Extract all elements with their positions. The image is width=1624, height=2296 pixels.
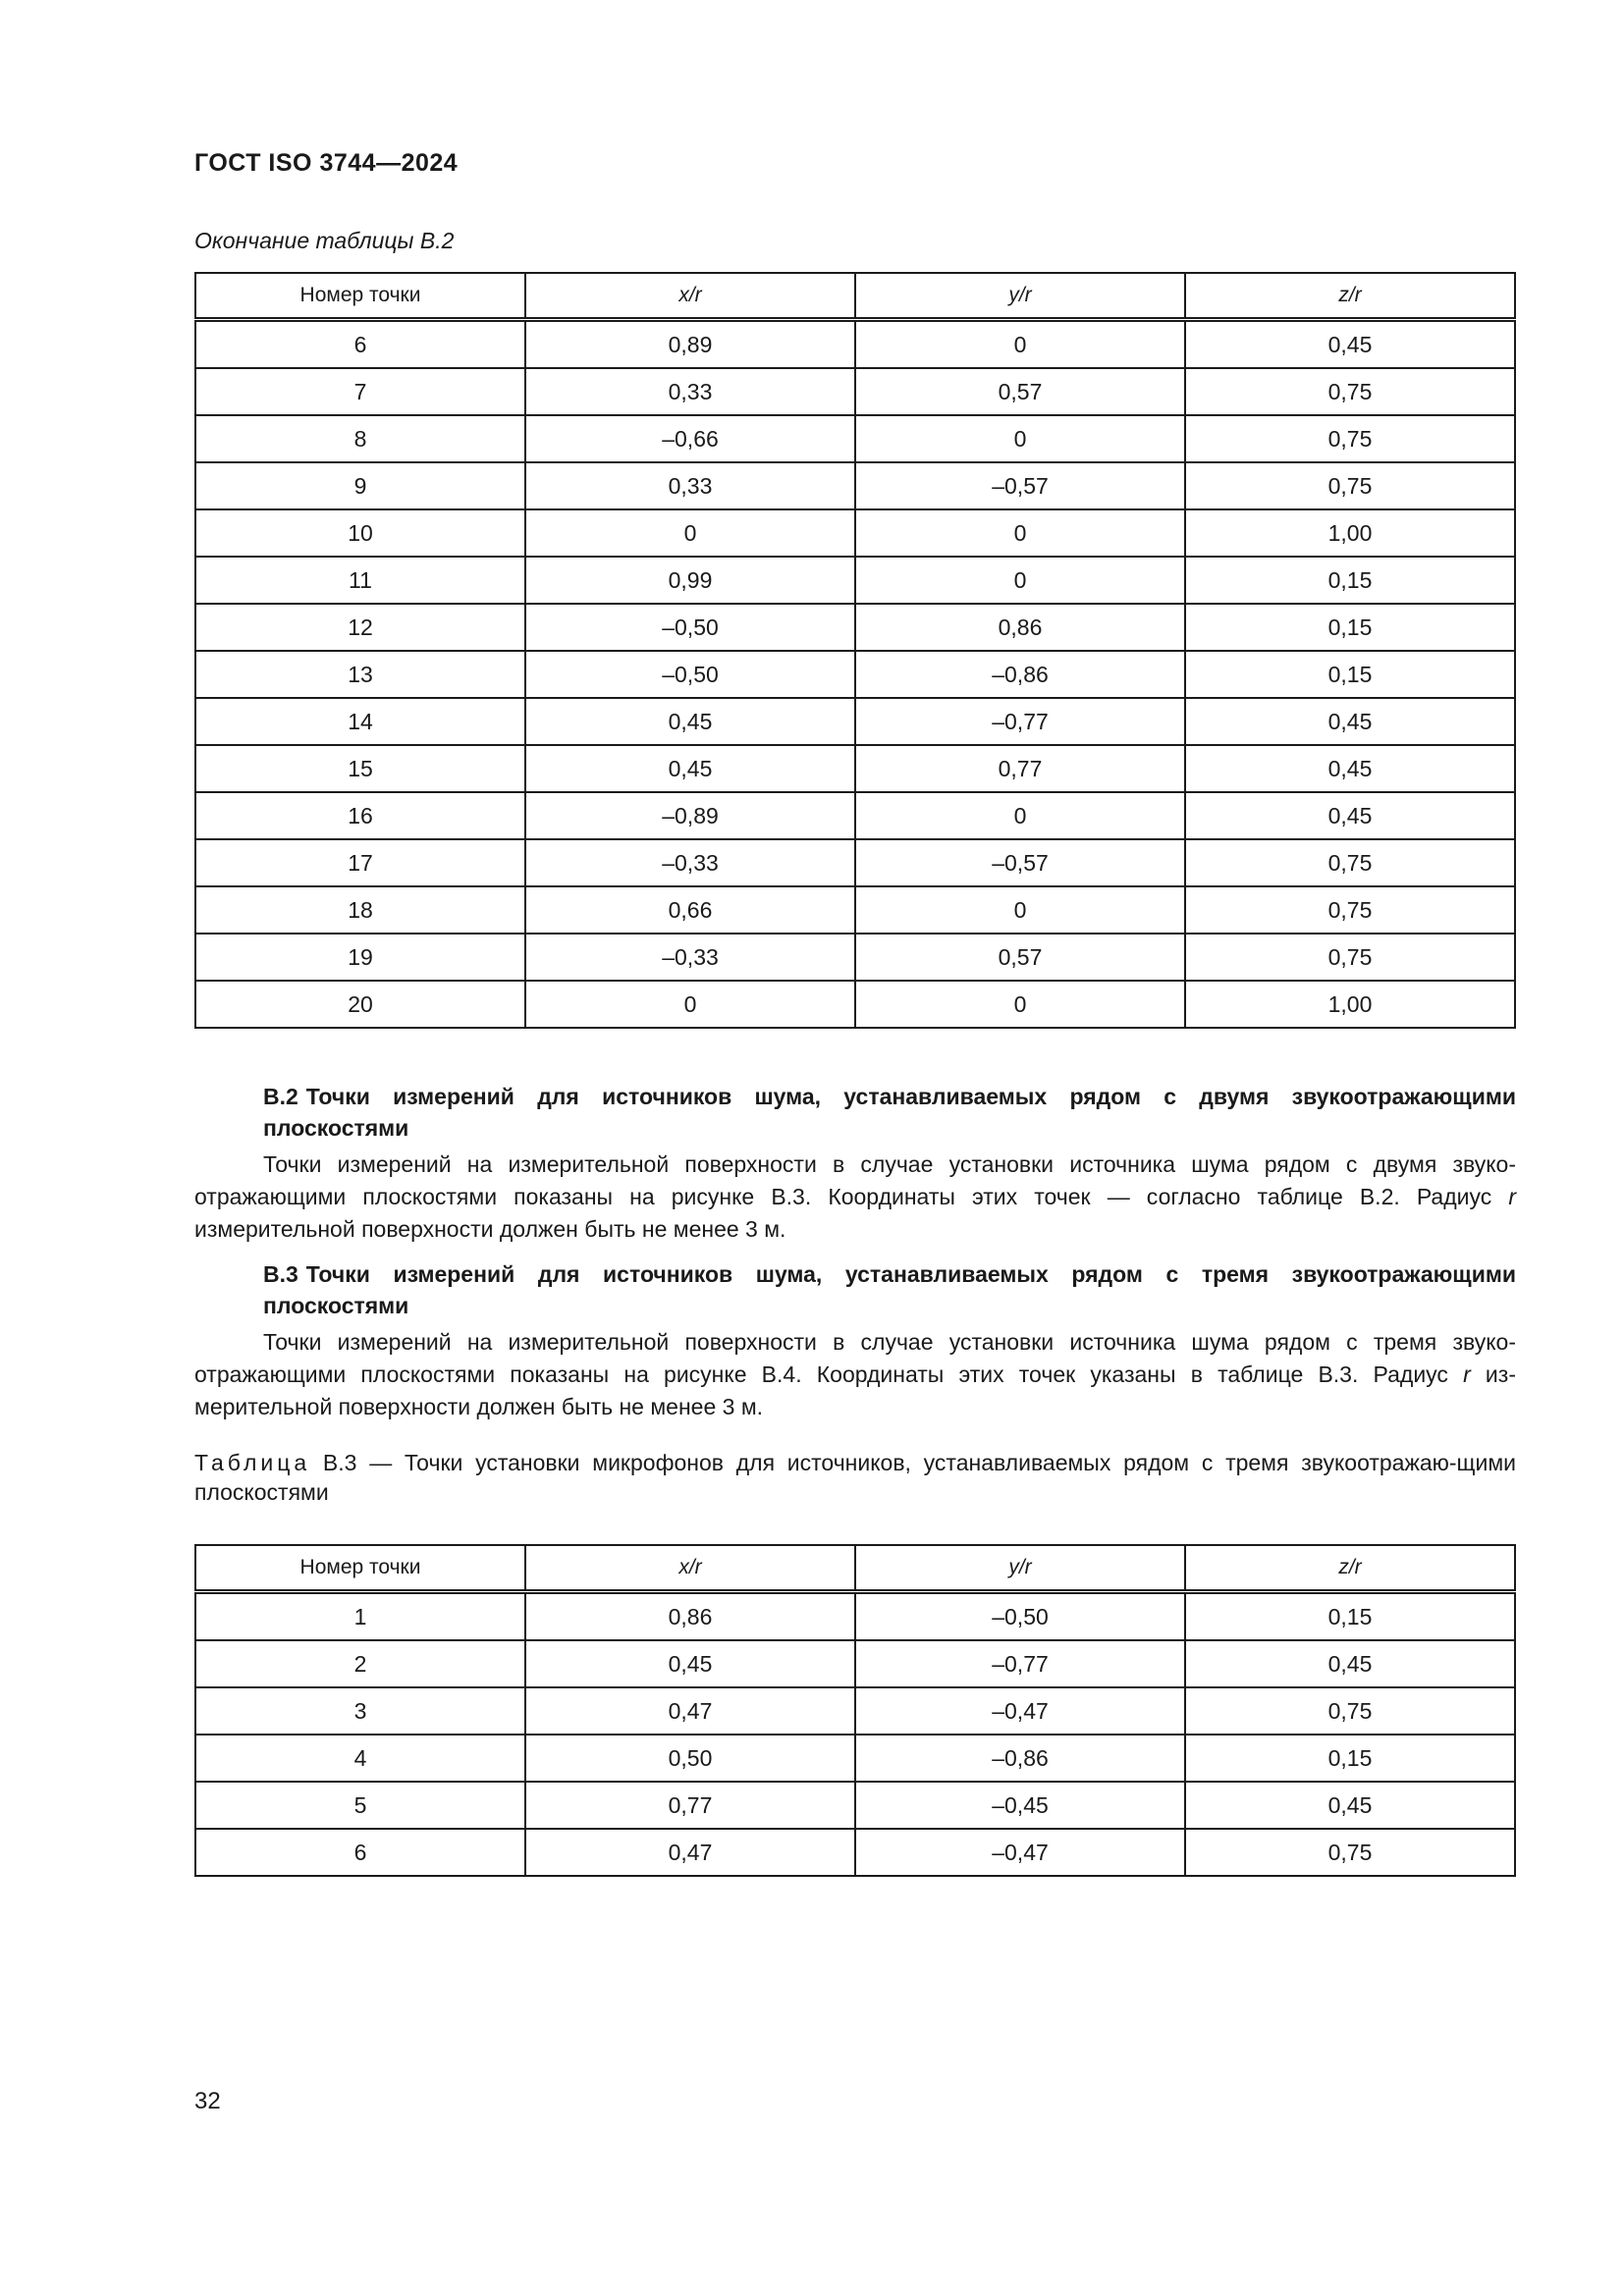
table-cell: –0,57	[855, 839, 1185, 886]
table-cell: 0,45	[1185, 792, 1515, 839]
table-cell: 1,00	[1185, 509, 1515, 557]
column-header-x: x/r	[525, 1545, 855, 1592]
radius-variable: r	[1508, 1184, 1516, 1209]
section-b3-paragraph	[194, 1326, 1516, 1423]
column-header-z: z/r	[1185, 1545, 1515, 1592]
table-cell: 8	[195, 415, 525, 462]
table-cell: 0,75	[1185, 934, 1515, 981]
table-cell: 1,00	[1185, 981, 1515, 1028]
table-row	[195, 557, 1515, 604]
table-cell: 0,75	[1185, 368, 1515, 415]
table-cell: –0,86	[855, 651, 1185, 698]
table-cell: 0,75	[1185, 886, 1515, 934]
section-title-text: Точки измерений для источников шума, устанавливаемых рядом с тремя звукоотражающими плоскостями	[263, 1261, 1516, 1318]
column-header-point: Номер точки	[195, 273, 525, 320]
table-cell: 0,66	[525, 886, 855, 934]
table-row	[195, 745, 1515, 792]
table-cell: 18	[195, 886, 525, 934]
table-cell: 0,15	[1185, 604, 1515, 651]
table-cell: –0,89	[525, 792, 855, 839]
coordinates-table-b2	[194, 272, 1516, 1029]
table-cell: 0,50	[525, 1735, 855, 1782]
table-row	[195, 1592, 1515, 1641]
table-row	[195, 1687, 1515, 1735]
table-cell: 16	[195, 792, 525, 839]
table-cell: 15	[195, 745, 525, 792]
table-cell: 6	[195, 320, 525, 369]
table-row	[195, 415, 1515, 462]
section-b2-paragraph	[194, 1148, 1516, 1246]
table-cell: 0,45	[525, 1640, 855, 1687]
table-cell: 0,15	[1185, 557, 1515, 604]
table-cell: 14	[195, 698, 525, 745]
table-cell: –0,47	[855, 1829, 1185, 1876]
table-row	[195, 604, 1515, 651]
table-cell: 0,86	[855, 604, 1185, 651]
table-b3-caption	[194, 1448, 1516, 1507]
table-header-row	[195, 273, 1515, 320]
table-cell: 0,45	[1185, 745, 1515, 792]
table-row	[195, 509, 1515, 557]
table-cell: 3	[195, 1687, 525, 1735]
table-cell: 0,33	[525, 462, 855, 509]
table-cell: 9	[195, 462, 525, 509]
table-cell: 11	[195, 557, 525, 604]
table-cell: 4	[195, 1735, 525, 1782]
section-b2-title	[263, 1081, 1516, 1144]
table-cell: 0,75	[1185, 462, 1515, 509]
table-cell: 20	[195, 981, 525, 1028]
table-cell: 10	[195, 509, 525, 557]
table-cell: –0,57	[855, 462, 1185, 509]
table-cell: –0,50	[525, 651, 855, 698]
section-number: B.2	[263, 1084, 298, 1109]
table-cell: 0,47	[525, 1829, 855, 1876]
table-cell: 0	[855, 557, 1185, 604]
section-title-text: Точки измерений для источников шума, устанавливаемых рядом с двумя звукоотражающими плоскостями	[263, 1084, 1516, 1141]
paragraph-text: Точки измерений на измерительной поверхности в случае установки источника шума рядом с двумя звуко-отражающими плоскостями показаны на рисунке B.3. Координаты этих точек — согласно таблице B.2. Радиус	[194, 1151, 1516, 1209]
table-cell: 12	[195, 604, 525, 651]
table-cell: 0	[855, 509, 1185, 557]
table-header-row	[195, 1545, 1515, 1592]
table-cell: 0,45	[1185, 1640, 1515, 1687]
table-cell: –0,47	[855, 1687, 1185, 1735]
table-body	[195, 320, 1515, 1029]
table-cell: 0	[855, 415, 1185, 462]
table-cell: –0,77	[855, 698, 1185, 745]
table-cell: 0	[855, 981, 1185, 1028]
table-cell: –0,86	[855, 1735, 1185, 1782]
table-row	[195, 1735, 1515, 1782]
table-cell: 0,75	[1185, 1829, 1515, 1876]
table-cell: 0	[855, 320, 1185, 369]
table-cell: 0,15	[1185, 1592, 1515, 1641]
table-cell: 0,15	[1185, 1735, 1515, 1782]
table-cell: –0,33	[525, 839, 855, 886]
table-row	[195, 792, 1515, 839]
table-cell: 0,45	[1185, 1782, 1515, 1829]
table-cell: –0,45	[855, 1782, 1185, 1829]
table-cell: 0,45	[525, 698, 855, 745]
table-cell: 0,15	[1185, 651, 1515, 698]
table-cell: 0,77	[855, 745, 1185, 792]
table-row	[195, 886, 1515, 934]
column-header-z: z/r	[1185, 273, 1515, 320]
table-cell: –0,50	[855, 1592, 1185, 1641]
document-header: ГОСТ ISO 3744—2024	[194, 149, 459, 177]
table-cell: 0,45	[1185, 320, 1515, 369]
table-cell: –0,50	[525, 604, 855, 651]
table-cell: 0,45	[1185, 698, 1515, 745]
table-cell: 0,45	[525, 745, 855, 792]
table-cell: 0,99	[525, 557, 855, 604]
page-number: 32	[194, 2088, 221, 2114]
table-cell: 0	[855, 886, 1185, 934]
table-cell: 6	[195, 1829, 525, 1876]
column-header-point: Номер точки	[195, 1545, 525, 1592]
table-body	[195, 1592, 1515, 1877]
table-cell: 0	[525, 509, 855, 557]
table-cell: 2	[195, 1640, 525, 1687]
table-row	[195, 368, 1515, 415]
table-label: Таблица	[194, 1450, 311, 1475]
table-row	[195, 839, 1515, 886]
table-row	[195, 1829, 1515, 1876]
table-row	[195, 651, 1515, 698]
table-cell: 0,75	[1185, 839, 1515, 886]
table-row	[195, 1640, 1515, 1687]
table-cell: –0,66	[525, 415, 855, 462]
paragraph-text: из-мерительной поверхности должен быть не менее 3 м.	[194, 1362, 1516, 1419]
table-cell: 1	[195, 1592, 525, 1641]
table-cell: 13	[195, 651, 525, 698]
table-caption-text: B.3 — Точки установки микрофонов для источников, устанавливаемых рядом с тремя звукоотражаю-щими плоскостями	[194, 1450, 1516, 1505]
table-cell: 0,75	[1185, 1687, 1515, 1735]
section-number: B.3	[263, 1261, 298, 1287]
radius-variable: r	[1463, 1362, 1471, 1387]
coordinates-table-b3	[194, 1544, 1516, 1877]
table-cell: 0,57	[855, 934, 1185, 981]
table-row	[195, 320, 1515, 369]
table-cell: 0,86	[525, 1592, 855, 1641]
table-cell: 0,75	[1185, 415, 1515, 462]
table-row	[195, 934, 1515, 981]
table-cell: 5	[195, 1782, 525, 1829]
column-header-y: y/r	[855, 273, 1185, 320]
paragraph-text: измерительной поверхности должен быть не менее 3 м.	[194, 1216, 786, 1242]
table-cell: 0,57	[855, 368, 1185, 415]
paragraph-text: Точки измерений на измерительной поверхности в случае установки источника шума рядом с тремя звуко-отражающими плоскостями показаны на рисунке B.4. Координаты этих точек указаны в таблице B.3. Радиус	[194, 1329, 1516, 1387]
table-cell: 7	[195, 368, 525, 415]
column-header-y: y/r	[855, 1545, 1185, 1592]
table-cell: 0,33	[525, 368, 855, 415]
table-continuation-caption: Окончание таблицы B.2	[194, 228, 455, 253]
table-row	[195, 698, 1515, 745]
table-cell: 0,47	[525, 1687, 855, 1735]
section-b3-title	[263, 1258, 1516, 1321]
table-row	[195, 1782, 1515, 1829]
table-row	[195, 462, 1515, 509]
table-cell: 0	[855, 792, 1185, 839]
table-cell: 19	[195, 934, 525, 981]
table-cell: 0,89	[525, 320, 855, 369]
table-cell: 0,77	[525, 1782, 855, 1829]
table-row	[195, 981, 1515, 1028]
table-cell: 17	[195, 839, 525, 886]
table-cell: –0,33	[525, 934, 855, 981]
table-cell: –0,77	[855, 1640, 1185, 1687]
table-cell: 0	[525, 981, 855, 1028]
column-header-x: x/r	[525, 273, 855, 320]
